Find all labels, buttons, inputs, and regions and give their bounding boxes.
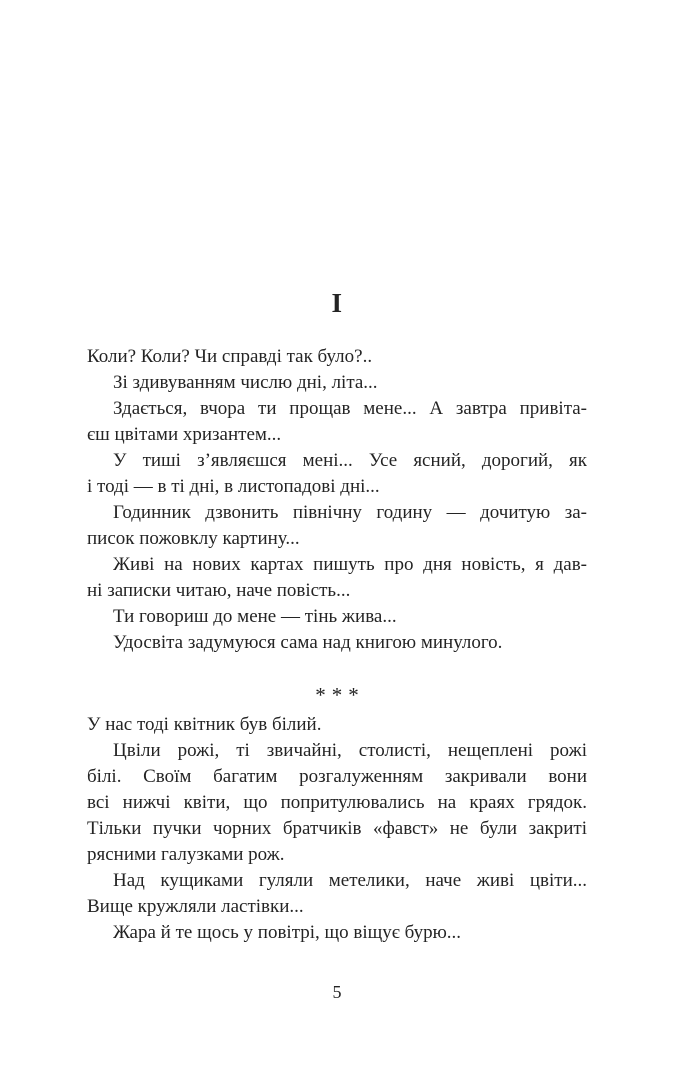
text-line: Жара й те щось у повітрі, що віщує бурю... [113,922,462,943]
page-number: 5 [332,982,342,1002]
text-line: ні записки читаю, наче повість... [87,580,351,601]
text-line: Годинник дзвонить північну годину — дочитую за- [113,502,587,523]
text-line: білі. Своїм багатим розгалуженням закривали вони [87,766,587,787]
text-line: і тоді — в ті дні, в листопадові дні... [87,476,380,497]
text-line: У нас тоді квітник був білий. [87,714,322,735]
text-line: єш цвітами хризантем... [87,424,282,445]
text-line: Живі на нових картах пишуть про дня новість, я дав- [113,554,587,575]
text-line: Зі здивуванням числю дні, літа... [113,372,378,393]
text-line: Удосвіта задумуюся сама над книгою минулого. [113,632,503,653]
text-line: Ти говориш до мене — тінь жива... [113,606,397,627]
text-line: Над кущиками гуляли метелики, наче живі цвіти... [113,870,587,891]
text-line: Коли? Коли? Чи справді так було?.. [87,346,373,367]
text-line: Вище кружляли ластівки... [87,896,304,917]
text-line: рясними галузками рож. [87,844,285,865]
text-line: писок пожовклу картину... [87,528,300,549]
text-line: У тиші з’являєшся мені... Усе ясний, дорогий, як [113,450,587,471]
text-line: Здається, вчора ти прощав мене... А завтра привіта- [113,398,587,419]
section-separator: *** [315,683,365,707]
chapter-number-heading: I [331,288,343,318]
text-block [87,286,587,1005]
text-line: всі нижчі квіти, що попритулювались на краях грядок. [87,792,587,813]
text-line: Тільки пучки чорних братчиків «фавст» не були закриті [87,818,587,839]
text-line: Цвіли рожі, ті звичайні, столисті, нещеплені рожі [113,740,587,761]
